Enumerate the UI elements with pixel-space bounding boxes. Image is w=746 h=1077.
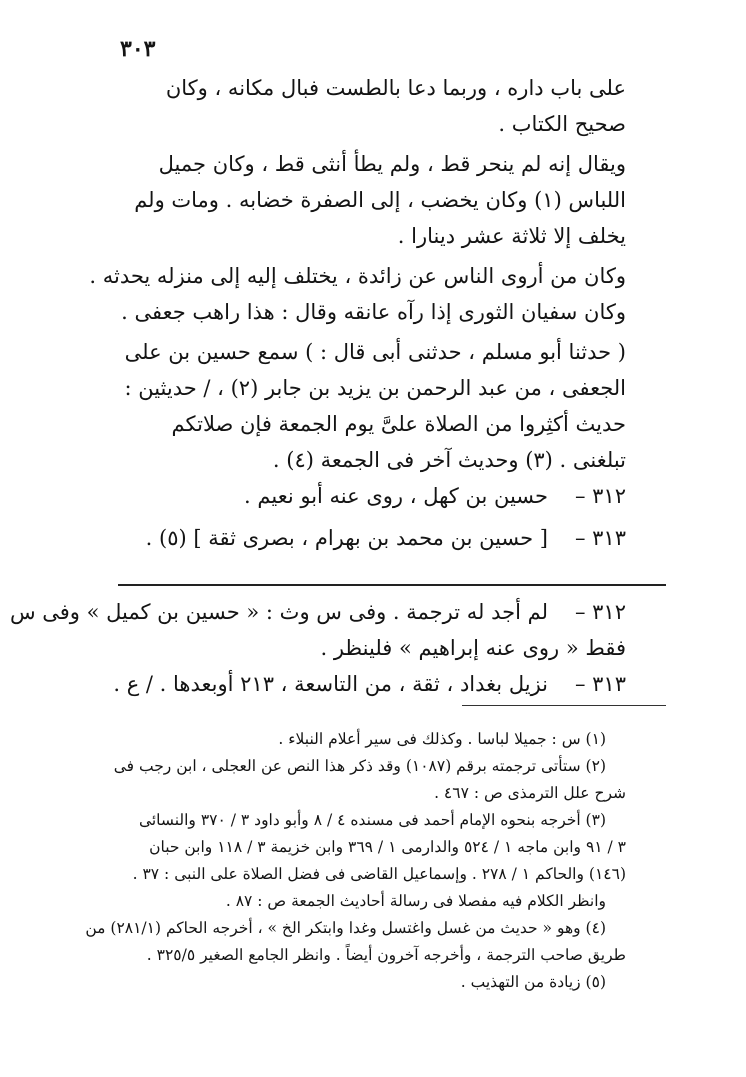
footnote-line: (٤) وهو « حديث من غسل واغتسل وغدا وابتكر الخ » ، أخرجه الحاكم (٢٨١/١) من [85,919,606,937]
entry-313 [106,520,626,556]
entry-text: نزيل بغداد ، ثقة ، من التاسعة ، ٢١٣ أوبعدها . / ع . [113,672,548,696]
footnote-line: ٣ / ٩١ وابن ماجه ١ / ٥٢٤ والدارمى ١ / ٣٦٩ وابن خزيمة ٣ / ١١٨ وابن حبان [149,838,626,856]
footnote-line: طريق صاحب الترجمة ، وأخرجه آخرون أيضاً . وانظر الجامع الصغير ٣٢٥/٥ . [146,946,626,964]
text-line: فقط « روى عنه إبراهيم » فلينظر . [320,636,626,660]
footnotes [85,726,626,996]
apparatus-313 [106,666,626,702]
text-line: ويقال إنه لم ينحر قط ، ولم يطأ أنثى قط ، وكان جميل [158,152,626,176]
text-line: اللباس (١) وكان يخضب ، إلى الصفرة خضابه . ومات ولم [134,188,626,212]
text-line: على باب داره ، وربما دعا بالطست فبال مكانه ، وكان [165,76,626,100]
text-line: حديث أكثِروا من الصلاة علىَّ يوم الجمعة فإن صلاتكم [171,412,626,436]
footnote-line: (٥) زيادة من التهذيب . [460,973,606,991]
entry-number: ٣١٣ – [574,672,626,696]
footnote-line: شرح علل الترمذى ص : ٤٦٧ . [434,784,626,802]
entry-text: حسين بن كهل ، روى عنه أبو نعيم . [244,484,548,508]
footnote-line: (٢) ستأتى ترجمته برقم (١٠٨٧) وقد ذكر هذا النص عن العجلى ، ابن رجب فى [113,757,606,775]
page-number: ٣٠٣ [120,36,156,62]
text-line: ( حدثنا أبو مسلم ، حدثنى أبى قال : ) سمع حسين بن على [124,340,626,364]
text-line: وكان من أروى الناس عن زائدة ، يختلف إليه إلى منزله يحدثه . [89,264,626,288]
entry-312 [106,478,626,514]
text-line: الجعفى ، من عبد الرحمن بن يزيد بن جابر (٢) ، / حديثين : [124,376,626,400]
footnote-line: (١٤٦) والحاكم ١ / ٢٧٨ . وإسماعيل القاضى فى فضل الصلاة على النبى : ٣٧ . [132,865,626,883]
entry-number: ٣١٣ – [574,526,626,550]
text-line: يخلف إلا ثلاثة عشر دينارا . [397,224,626,248]
footnote-line: (٣) أخرجه بنحوه الإمام أحمد فى مسنده ٤ / ٨ وأبو داود ٣ / ٣٧٠ والنسائى [138,811,606,829]
footnote-line: وانظر الكلام فيه مفصلا فى رسالة أحاديث الجمعة ص : ٨٧ . [225,892,606,910]
text-line: وكان سفيان الثورى إذا رآه عانقه وقال : هذا راهب جعفى . [121,300,626,324]
entry-text: لم أجد له ترجمة . وفى س وث : « حسين بن كميل » وفى س [9,600,548,624]
text-line: صحيح الكتاب . [498,112,626,136]
main-text [89,70,626,556]
apparatus-notes [9,594,626,702]
entry-number: ٣١٢ – [574,484,626,508]
text-line: تبلغنى . (٣) وحديث آخر فى الجمعة (٤) . [272,448,626,472]
footnote-divider [462,705,666,706]
apparatus-312 [9,594,626,630]
section-divider [118,584,666,586]
entry-number: ٣١٢ – [574,600,626,624]
footnote-line: (١) س : جميلا لباسا . وكذلك فى سير أعلام النبلاء . [278,730,606,748]
entry-text: [ حسين بن محمد بن بهرام ، بصرى ثقة ] (٥) . [145,526,548,550]
